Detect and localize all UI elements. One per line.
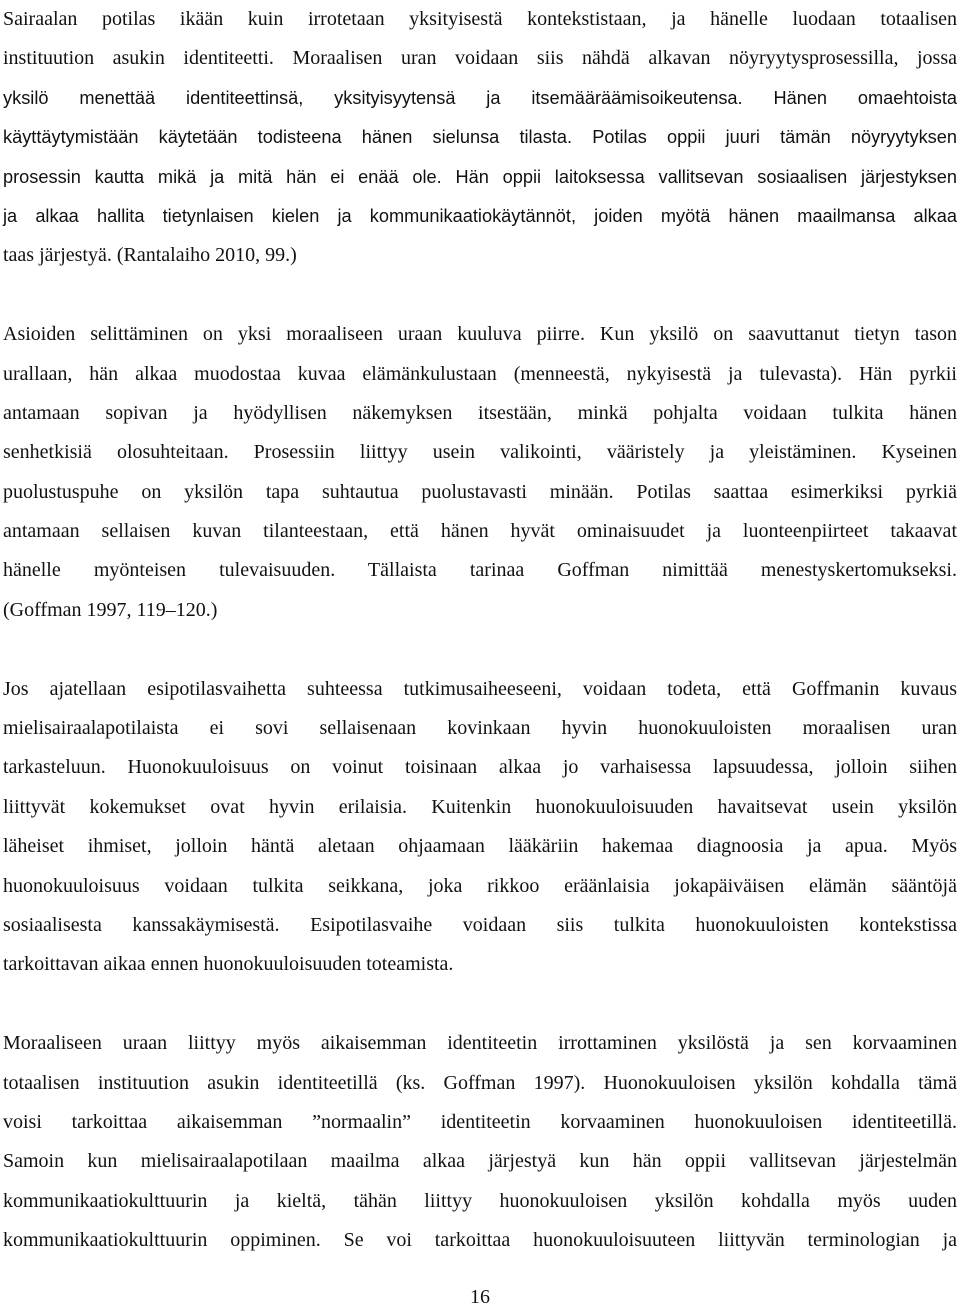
text-line: instituution asukin identiteetti. Moraalisen uran voidaan siis nähdä alkavan nöyryytysprosessilla, jossa	[3, 47, 957, 70]
text-line: läheiset ihmiset, jolloin häntä aletaan ohjaamaan lääkäriin hakemaa diagnoosia ja apua. Myös	[3, 835, 957, 858]
text-line: huonokuuloisuus voidaan tulkita seikkana, joka rikkoo eräänlaisia jokapäiväisen elämän sääntöjä	[3, 874, 957, 897]
text-line: (Goffman 1997, 119–120.)	[3, 598, 218, 621]
text-line: antamaan sopivan ja hyödyllisen näkemyksen itsestään, minkä pohjalta voidaan tulkita hänen	[3, 401, 957, 424]
text-line: mielisairaalapotilaista ei sovi sellaisenaan kovinkaan hyvin huonokuuloisten moraalisen uran	[3, 717, 957, 740]
paragraph-spacer	[3, 985, 957, 1024]
text-line: ja alkaa hallita tietynlaisen kielen ja kommunikaatiokäytännöt, joiden myötä hänen maailmansa alkaa	[3, 205, 957, 226]
text-line: kommunikaatiokulttuurin oppiminen. Se voi tarkoittaa huonokuuloisuuteen liittyvän terminologian ja	[3, 1229, 957, 1252]
text-line: sosiaalisesta kanssakäymisestä. Esipotilasvaihe voidaan siis tulkita huonokuuloisten kontekstissa	[3, 913, 957, 936]
page-number: 16	[470, 1286, 490, 1308]
text-line: taas järjestyä. (Rantalaiho 2010, 99.)	[3, 244, 297, 267]
paragraph-4	[3, 1024, 957, 1260]
text-line: prosessin kautta mikä ja mitä hän ei enää ole. Hän oppii laitoksessa vallitsevan sosiaalisen järjestyksen	[3, 166, 957, 187]
text-line: hänelle myönteisen tulevaisuuden. Tällaista tarinaa Goffman nimittää menestyskertomukseksi.	[3, 559, 957, 582]
text-line: yksilö menettää identiteettinsä, yksityisyytensä ja itsemääräämisoikeutensa. Hänen omaehtoista	[3, 87, 957, 108]
text-line: senhetkisiä olosuhteitaan. Prosessiin liittyy usein valikointi, vääristely ja yleistäminen. Kyseinen	[3, 441, 957, 464]
text-line: urallaan, hän alkaa muodostaa kuvaa elämänkulustaan (menneestä, nykyisestä ja tulevasta). Hän pyrkii	[3, 362, 957, 385]
text-line: puolustuspuhe on yksilön tapa suhtautua puolustavasti minään. Potilas saattaa esimerkiksi pyrkiä	[3, 480, 957, 503]
text-line: tarkasteluun. Huonokuuloisuus on voinut toisinaan alkaa jo varhaisessa lapsuudessa, jolloin siihen	[3, 756, 957, 779]
paragraph-3	[3, 670, 957, 985]
text-line: voisi tarkoittaa aikaisemman ”normaalin” identiteetin korvaaminen huonokuuloisen identiteetillä.	[3, 1110, 957, 1133]
text-line: tarkoittavan aikaa ennen huonokuuloisuuden toteamista.	[3, 953, 454, 976]
document-page	[3, 0, 957, 1261]
text-line: Sairaalan potilas ikään kuin irrotetaan yksityisestä kontekstistaan, ja hänelle luodaan totaalisen	[3, 8, 957, 30]
text-line: Samoin kun mielisairaalapotilaan maailma alkaa järjestyä kun hän oppii vallitsevan järjestelmän	[3, 1150, 957, 1173]
text-line: Moraaliseen uraan liittyy myös aikaisemman identiteetin irrottaminen yksilöstä ja sen korvaaminen	[3, 1032, 957, 1055]
paragraph-1	[3, 0, 957, 276]
paragraph-2	[3, 315, 957, 630]
text-line: Asioiden selittäminen on yksi moraaliseen uraan kuuluva piirre. Kun yksilö on saavuttanut tietyn tason	[3, 323, 957, 346]
text-line: Jos ajatellaan esipotilasvaihetta suhteessa tutkimusaiheeseeni, voidaan todeta, että Goffmanin kuvaus	[3, 677, 957, 700]
paragraph-spacer	[3, 630, 957, 669]
text-line: liittyvät kokemukset ovat hyvin erilaisia. Kuitenkin huonokuuloisuuden havaitsevat usein yksilön	[3, 795, 957, 818]
text-line: totaalisen instituution asukin identiteetillä (ks. Goffman 1997). Huonokuuloisen yksilön kohdalla tämä	[3, 1071, 957, 1094]
paragraph-spacer	[3, 276, 957, 315]
text-line: kommunikaatiokulttuurin ja kieltä, tähän liittyy huonokuuloisen yksilön kohdalla myös uuden	[3, 1189, 957, 1212]
text-line: käyttäytymistään käytetään todisteena hänen sielunsa tilasta. Potilas oppii juuri tämän nöyryytyksen	[3, 127, 957, 148]
text-line: antamaan sellaisen kuvan tilanteestaan, että hänen hyvät ominaisuudet ja luonteenpiirteet takaavat	[3, 520, 957, 543]
